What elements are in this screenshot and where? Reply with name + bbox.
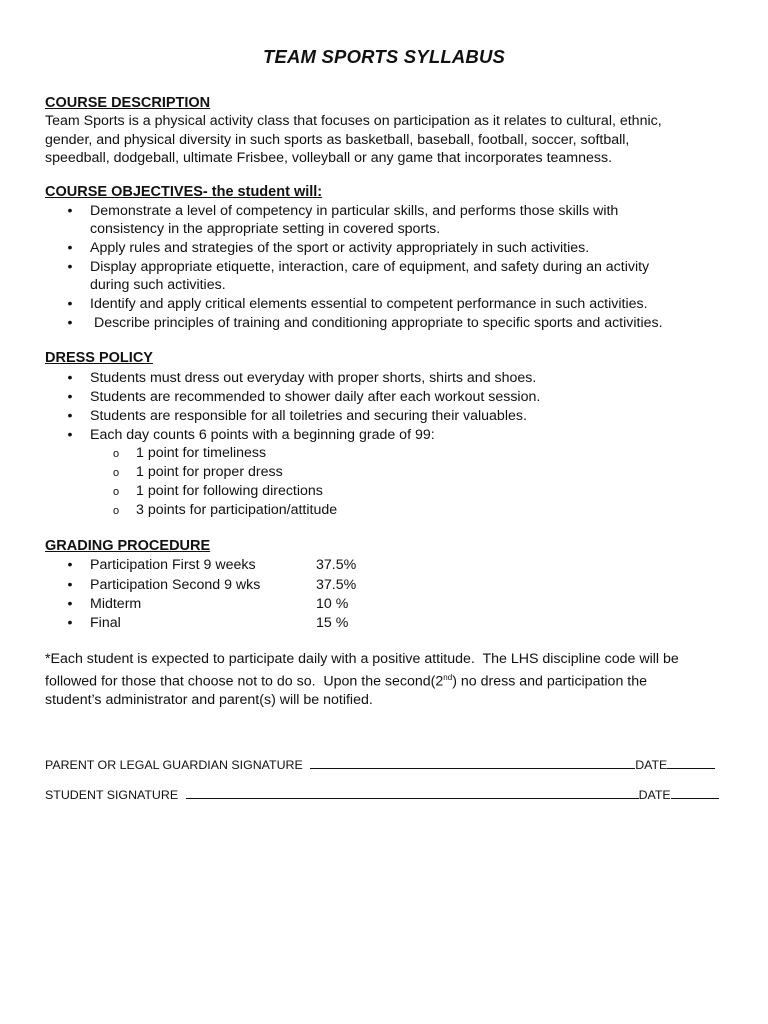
description-line: speedball, dodgeball, ultimate Frisbee, volleyball or any game that incorporates teamness. — [45, 150, 613, 166]
hollow-bullet-icon: o — [113, 486, 120, 498]
bullet-icon: • — [67, 370, 73, 386]
date-label: DATE — [638, 788, 671, 802]
course-description-text — [45, 112, 735, 168]
grading-value: 15 % — [316, 615, 349, 631]
grading-value: 10 % — [316, 596, 349, 612]
grading-procedure-heading: GRADING PROCEDURE — [45, 538, 211, 554]
hollow-bullet-icon: o — [113, 448, 120, 460]
bullet-icon: • — [67, 427, 73, 443]
grading-label: Participation First 9 weeks — [90, 557, 256, 573]
hollow-bullet-icon: o — [113, 505, 120, 517]
course-objectives-heading: COURSE OBJECTIVES- the student will: — [45, 184, 323, 200]
bullet-icon: • — [67, 315, 73, 331]
bullet-icon: • — [67, 296, 73, 312]
grading-label: Midterm — [90, 596, 142, 612]
parent-date-field[interactable] — [667, 756, 715, 769]
student-date-field[interactable] — [671, 786, 719, 799]
bullet-icon: • — [67, 240, 73, 256]
grading-label: Final — [90, 615, 121, 631]
grading-label: Participation Second 9 wks — [90, 577, 261, 593]
student-signature-line — [45, 786, 719, 802]
student-signature-label: STUDENT SIGNATURE — [45, 788, 179, 802]
bullet-icon: • — [67, 389, 73, 405]
parent-signature-line — [45, 756, 715, 772]
description-line: Team Sports is a physical activity class that focuses on participation as it relates to cultural, ethnic, — [45, 113, 662, 129]
bullet-icon: • — [67, 557, 73, 573]
syllabus-page: TEAM SPORTS SYLLABUS COURSE DESCRIPTION Team Sports is a physical activity class that focuses on participation as it relates to cultural, ethnic, gender, and physical diversity in such sports as basketball, baseball, football, soccer, softball, speedball, dodgeball, ultimate Frisbee, volleyball or any game that incorporates teamness. COURSE OBJECTIVES- the student will: • Demonstrate a level of competency in particular skills, and performs those skills with consistency in the appropriate setting in covered sports. • Apply rules and strategies of the sport or activity appropriately in such activities. • Display appropriate etiquette, interaction, care of equipment, and safety during an activity during such activities. • Identify and apply critical elements essential to competent performance in such activities. • Describe principles of training and conditioning appropriate to specific sports and activities. DRESS POLICY • Students must dress out everyday with proper shorts, shirts and shoes. • Students are recommended to shower daily after each workout session. • Students are responsible for all toiletries and securing their valuables. • Each day counts 6 points with a beginning grade of 99: o 1 point for timeliness o 1 point for proper dress o 1 point for following directions o 3 points for participation/attitude GRADING PROCEDURE • Participation First 9 weeks 37.5% • Participation Second 9 wks 37.5% • Midterm 10 % • Final 15 % *Each student is expected to participate daily with a positive attitude. The LHS discipline code will be followed for those that choose not to do so. Upon the second(2nd) no dress and participation the student’s administrator and parent(s) will be notified. PARENT OR LEGAL GUARDIAN SIGNATURE DATE STUDENT SIGNATURE DATE — [0, 0, 768, 1024]
participation-note: *Each student is expected to participate daily with a positive attitude. The LHS discipline code will be followed for those that choose not to do so. Upon the second(2nd) no dress and participation the student’s administrator and parent(s) will be notified. — [45, 651, 679, 708]
parent-signature-field[interactable] — [310, 756, 635, 769]
bullet-icon: • — [67, 408, 73, 424]
dress-policy-heading: DRESS POLICY — [45, 350, 153, 366]
page-title: TEAM SPORTS SYLLABUS — [262, 46, 506, 67]
hollow-bullet-icon: o — [113, 467, 120, 479]
bullet-icon: • — [67, 203, 73, 219]
course-description-heading: COURSE DESCRIPTION — [45, 95, 211, 111]
bullet-icon: • — [67, 596, 73, 612]
bullet-icon: • — [67, 615, 73, 631]
date-label: DATE — [635, 758, 668, 772]
bullet-icon: • — [67, 577, 73, 593]
parent-signature-label: PARENT OR LEGAL GUARDIAN SIGNATURE — [45, 758, 303, 772]
grading-value: 37.5% — [316, 577, 357, 593]
student-signature-field[interactable] — [186, 786, 639, 799]
grading-value: 37.5% — [316, 557, 357, 573]
description-line: gender, and physical diversity in such sports as basketball, baseball, football, soccer, softball, — [45, 131, 630, 148]
bullet-icon: • — [67, 259, 73, 275]
